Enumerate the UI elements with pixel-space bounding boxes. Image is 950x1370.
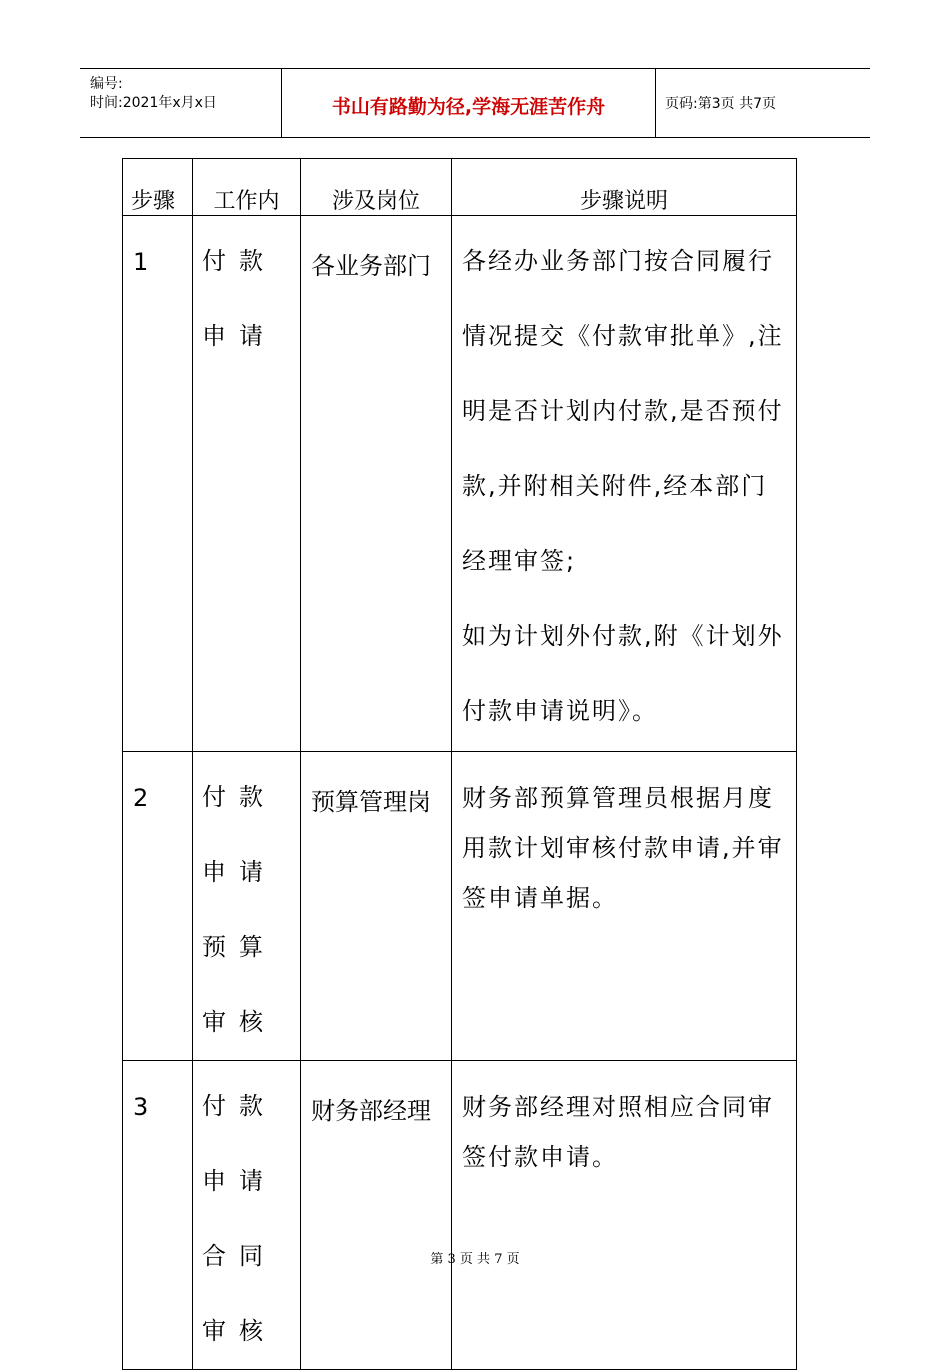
step-description [452, 752, 797, 1061]
step-number: 1 [123, 216, 193, 752]
column-header-task: 工作内 [193, 159, 301, 216]
description-paragraph: 财务部预算管理员根据月度用款计划审核付款申请,并审签申请单据。 [462, 784, 784, 912]
column-header-role: 涉及岗位 [301, 159, 452, 216]
step-number: 3 [123, 1061, 193, 1370]
column-header-step: 步骤 [123, 159, 193, 216]
step-description [452, 1061, 797, 1370]
description-paragraph: 如为计划外付款,附《计划外付款申请说明》。 [462, 622, 784, 725]
role-name: 各业务部门 [301, 216, 452, 752]
table-row [123, 1061, 797, 1370]
column-header-description: 步骤说明 [452, 159, 797, 216]
header-meta-cell [80, 69, 282, 137]
table-row [123, 752, 797, 1061]
description-paragraph: 各经办业务部门按合同履行情况提交《付款审批单》,注明是否计划内付款,是否预付款,并附相关附件,经本部门经理审签; [462, 247, 784, 575]
header-motto: 书山有路勤为径,学海无涯苦作舟 [331, 96, 606, 118]
header-motto-cell [282, 69, 656, 137]
table-header-row [123, 159, 797, 216]
task-name: 付款申请 [193, 216, 301, 752]
procedure-table [122, 158, 797, 1370]
task-name: 付款申请合同审核 [193, 1061, 301, 1370]
role-name: 预算管理岗 [301, 752, 452, 1061]
role-name: 财务部经理 [301, 1061, 452, 1370]
header-page-number: 页码:第3页 共7页 [665, 96, 776, 112]
description-paragraph: 财务部经理对照相应合同审签付款申请。 [462, 1093, 774, 1171]
task-name: 付款申请预算审核 [193, 752, 301, 1061]
step-number: 2 [123, 752, 193, 1061]
document-date: 时间:2021年x月x日 [90, 95, 217, 111]
header-page-cell [656, 69, 870, 137]
table-row [123, 216, 797, 752]
step-description [452, 216, 797, 752]
document-number-label: 编号: [90, 76, 123, 92]
page-footer: 第 3 页 共 7 页 [430, 1252, 520, 1267]
page-header [80, 68, 870, 138]
